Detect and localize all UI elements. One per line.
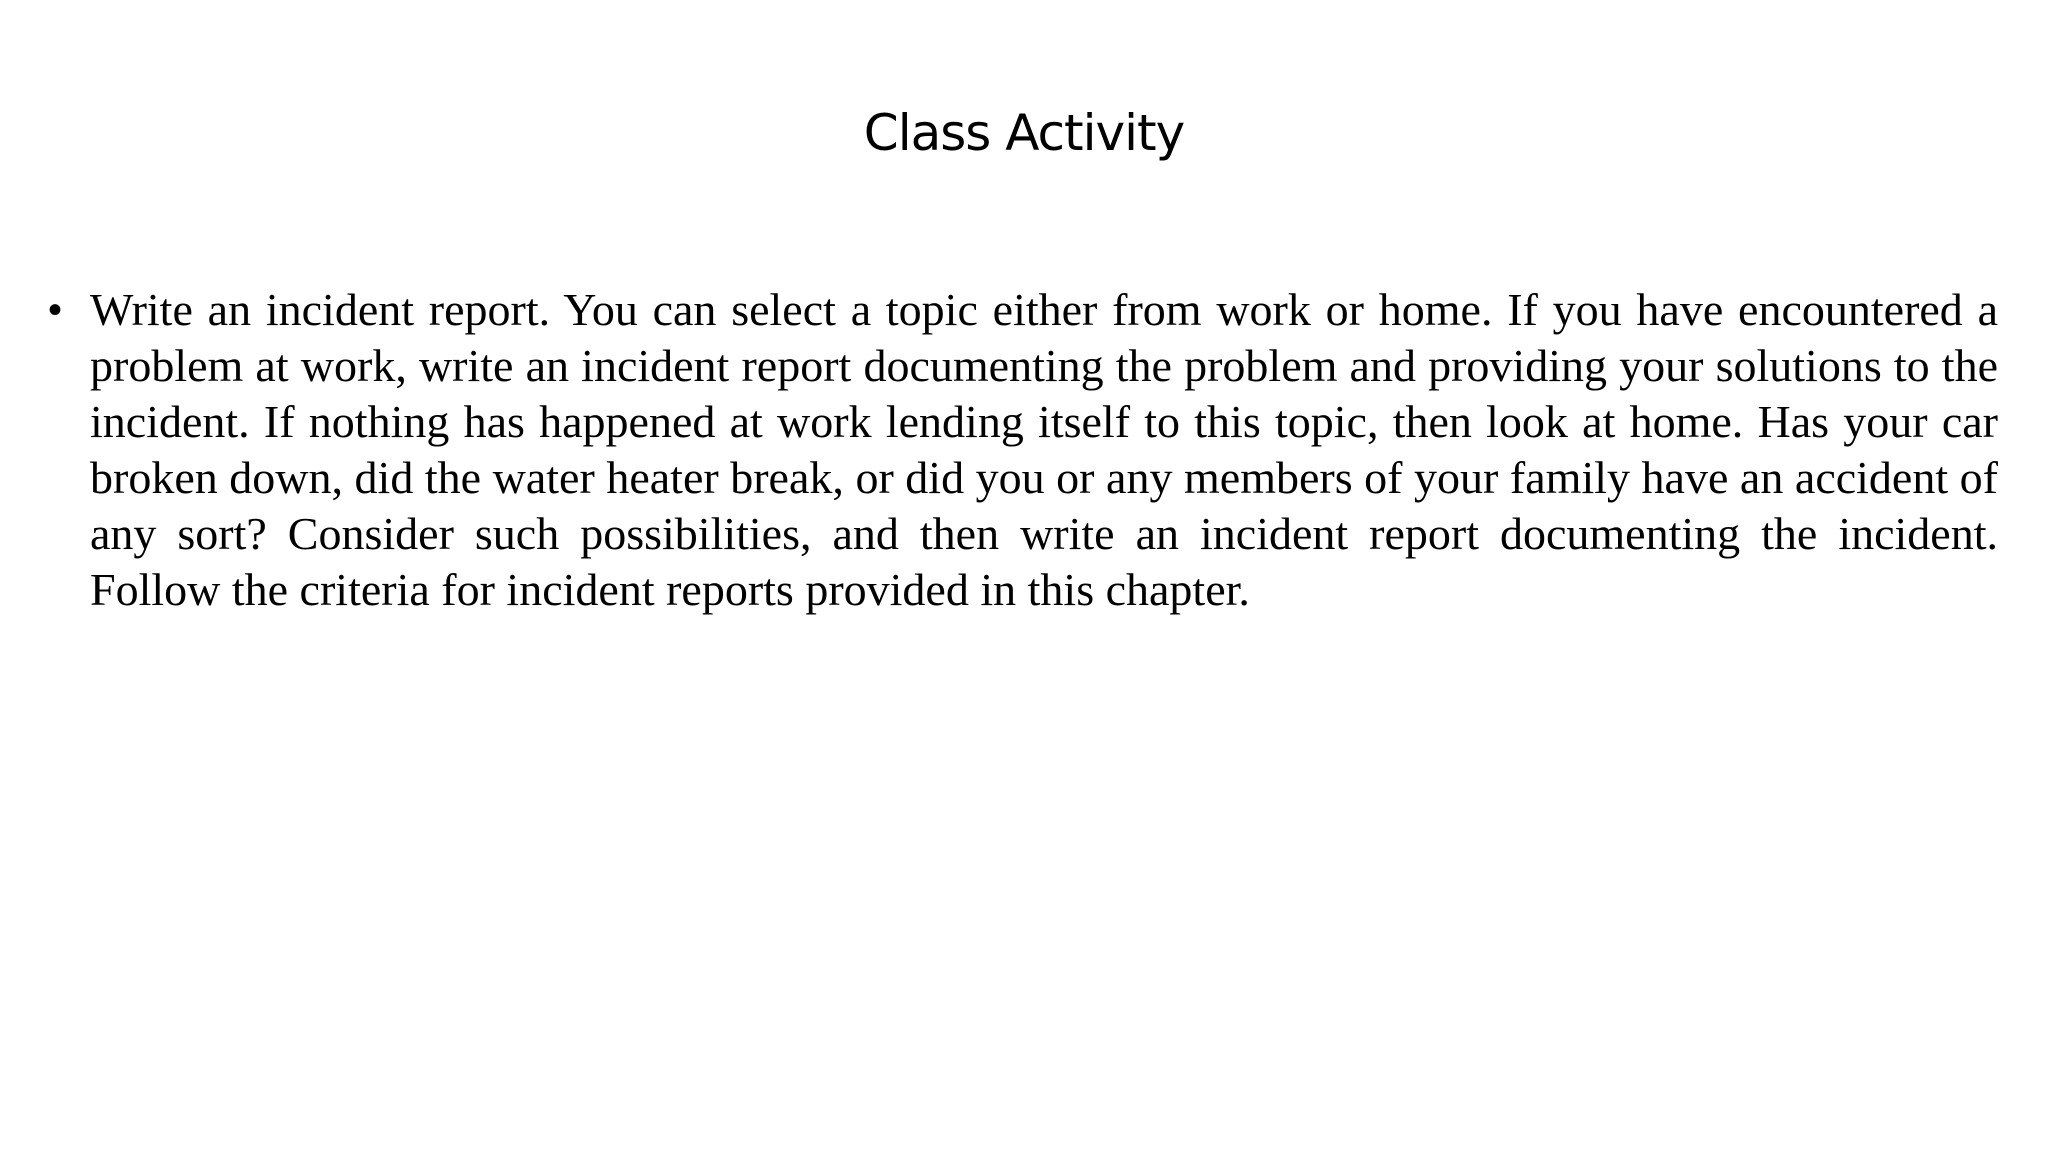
bullet-marker: • bbox=[48, 288, 63, 332]
bullet-item bbox=[48, 282, 1998, 618]
slide-title: Class Activity bbox=[863, 104, 1185, 162]
slide-body bbox=[48, 282, 1998, 618]
bullet-text: Write an incident report. You can select a topic either from work or home. If you have encountered a problem at work, write an incident report documenting the problem and providing your solutions to the incident. If nothing has happened at work lending itself to this topic, then look at home. Has your car broken down, did the water heater break, or did you or any members of your family have an accident of any sort? Consider such possibilities, and then write an incident report documenting the incident. Follow the criteria for incident reports provided in this chapter. bbox=[90, 284, 1998, 615]
